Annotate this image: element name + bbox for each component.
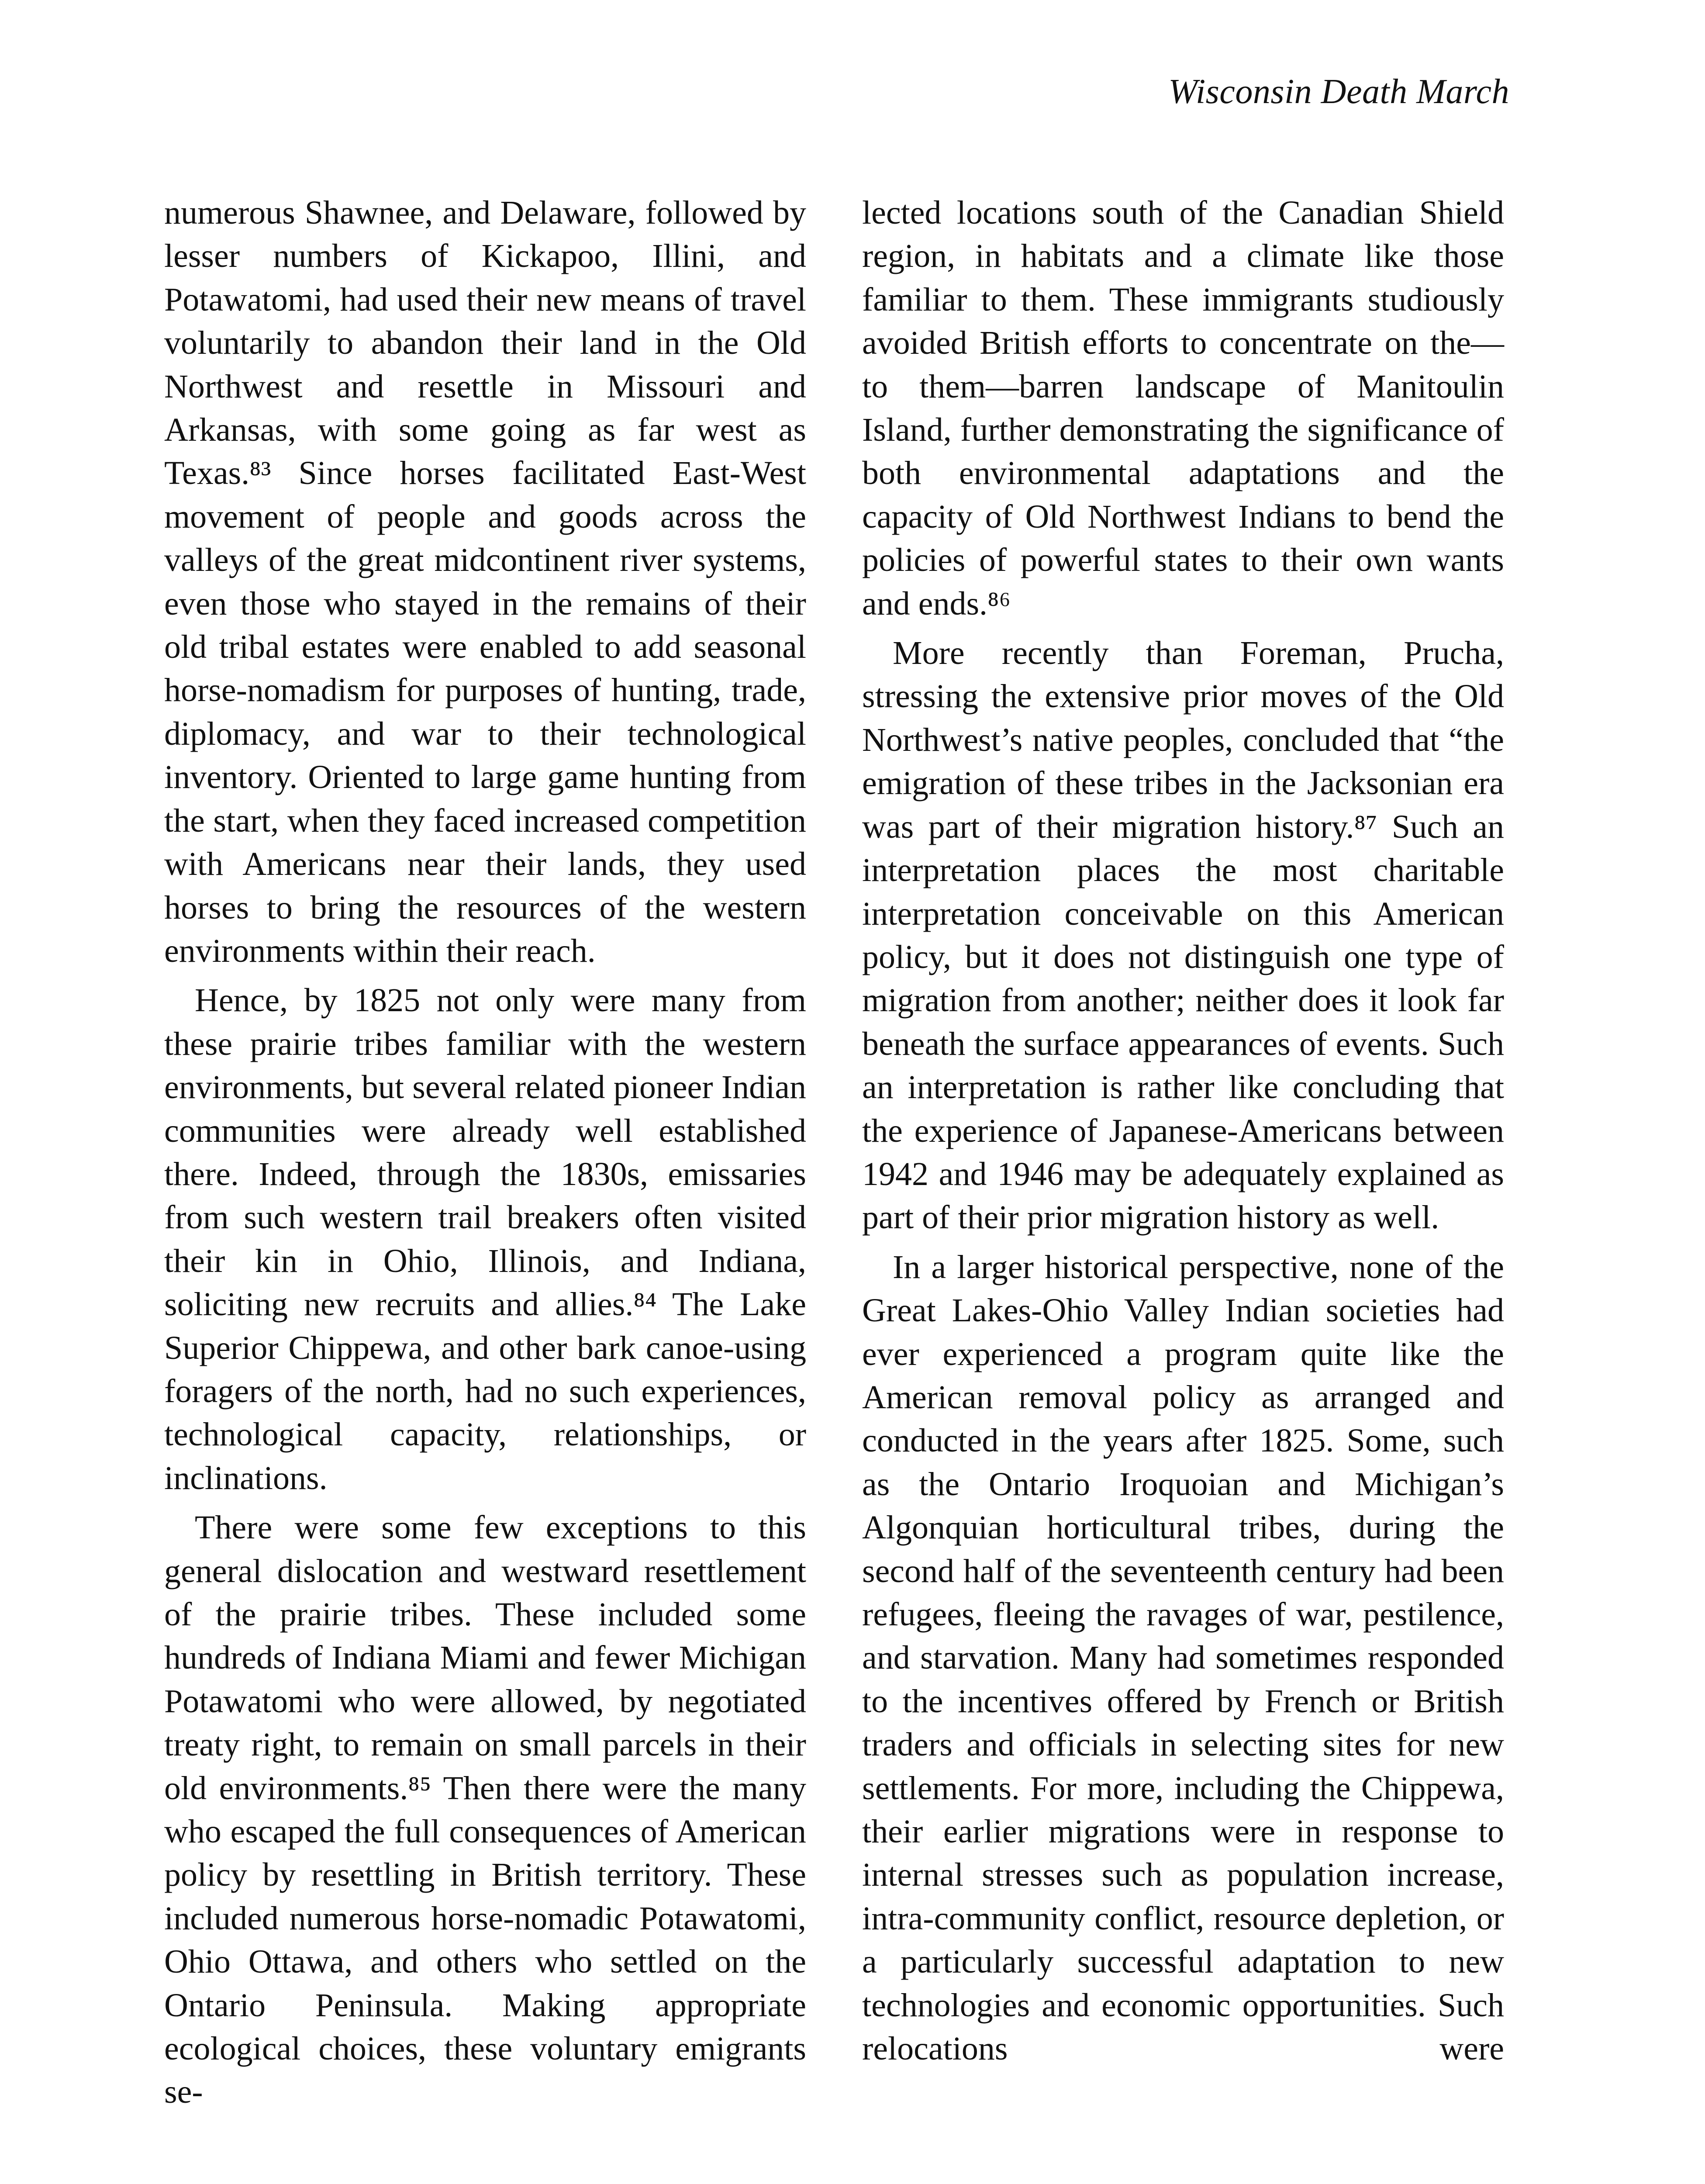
left-text-column [164, 191, 806, 2114]
paragraph-continued: lected locations south of the Canadian Shield region, in habitats and a climate like those familiar to them. These immigrants studiously avoided British efforts to concentrate on the—to them—barren landscape of Manitoulin Island, further demonstrating the significance of both environmental adaptations and the capacity of Old Northwest Indians to bend the policies of powerful states to their own wants and ends.⁸⁶ [862, 194, 1504, 622]
right-text-column [862, 191, 1504, 2070]
paragraph: Hence, by 1825 not only were many from these prairie tribes familiar with the western environments, but several related pioneer Indian communities were already well established there. Indeed, through the 1830s, emissaries from such western trail breakers often visited their kin in Ohio, Illinois, and Indiana, soliciting new recruits and allies.⁸⁴ The Lake Superior Chippewa, and other bark canoe-using foragers of the north, had no such experiences, technological capacity, relationships, or inclinations. [164, 982, 806, 1496]
paragraph: In a larger historical perspective, none of the Great Lakes-Ohio Valley Indian societies had ever experienced a program quite like the American removal policy as arranged and conducted in the years after 1825. Some, such as the Ontario Iroquoian and Michigan’s Algonquian horticultural tribes, during the second half of the seventeenth century had been refugees, fleeing the ravages of war, pestilence, and starvation. Many had sometimes responded to the incentives offered by French or British traders and officials in selecting sites for new settlements. For more, including the Chippewa, their earlier migrations were in response to internal stresses such as population increase, intra-community conflict, resource depletion, or a particularly successful adaptation to new technologies and economic opportunities. Such relocations were [862, 1248, 1504, 2067]
paragraph: More recently than Foreman, Prucha, stressing the extensive prior moves of the Old Northwest’s native peoples, concluded that “the emigration of these tribes in the Jacksonian era was part of their migration history.⁸⁷ Such an interpretation places the most charitable interpretation conceivable on this American policy, but it does not distinguish one type of migration from another; neither does it look far beneath the surface appearances of events. Such an interpretation is rather like concluding that the experience of Japanese-Americans between 1942 and 1946 may be adequately explained as part of their prior migration history as well. [862, 635, 1504, 1236]
paragraph-continued: numerous Shawnee, and Delaware, followed by lesser numbers of Kickapoo, Illini, and Potawatomi, had used their new means of travel voluntarily to abandon their land in the Old Northwest and resettle in Missouri and Arkansas, with some going as far west as Texas.⁸³ Since horses facilitated East-West movement of people and goods across the valleys of the great midcontinent river systems, even those who stayed in the remains of their old tribal estates were enabled to add seasonal horse-nomadism for purposes of hunting, trade, diplomacy, and war to their technological inventory. Oriented to large game hunting from the start, when they faced increased competition with Americans near their lands, they used horses to bring the resources of the western environments within their reach. [164, 194, 806, 969]
running-head-title: Wisconsin Death March [1168, 73, 1509, 111]
paragraph: There were some few exceptions to this general dislocation and westward resettlement of the prairie tribes. These included some hundreds of Indiana Miami and fewer Michigan Potawatomi who were allowed, by negotiated treaty right, to remain on small parcels in their old environments.⁸⁵ Then there were the many who escaped the full consequences of American policy by resettling in British territory. These included numerous horse-nomadic Potawatomi, Ohio Ottawa, and others who settled on the Ontario Peninsula. Making appropriate ecological choices, these voluntary emigrants se- [164, 1509, 806, 2111]
